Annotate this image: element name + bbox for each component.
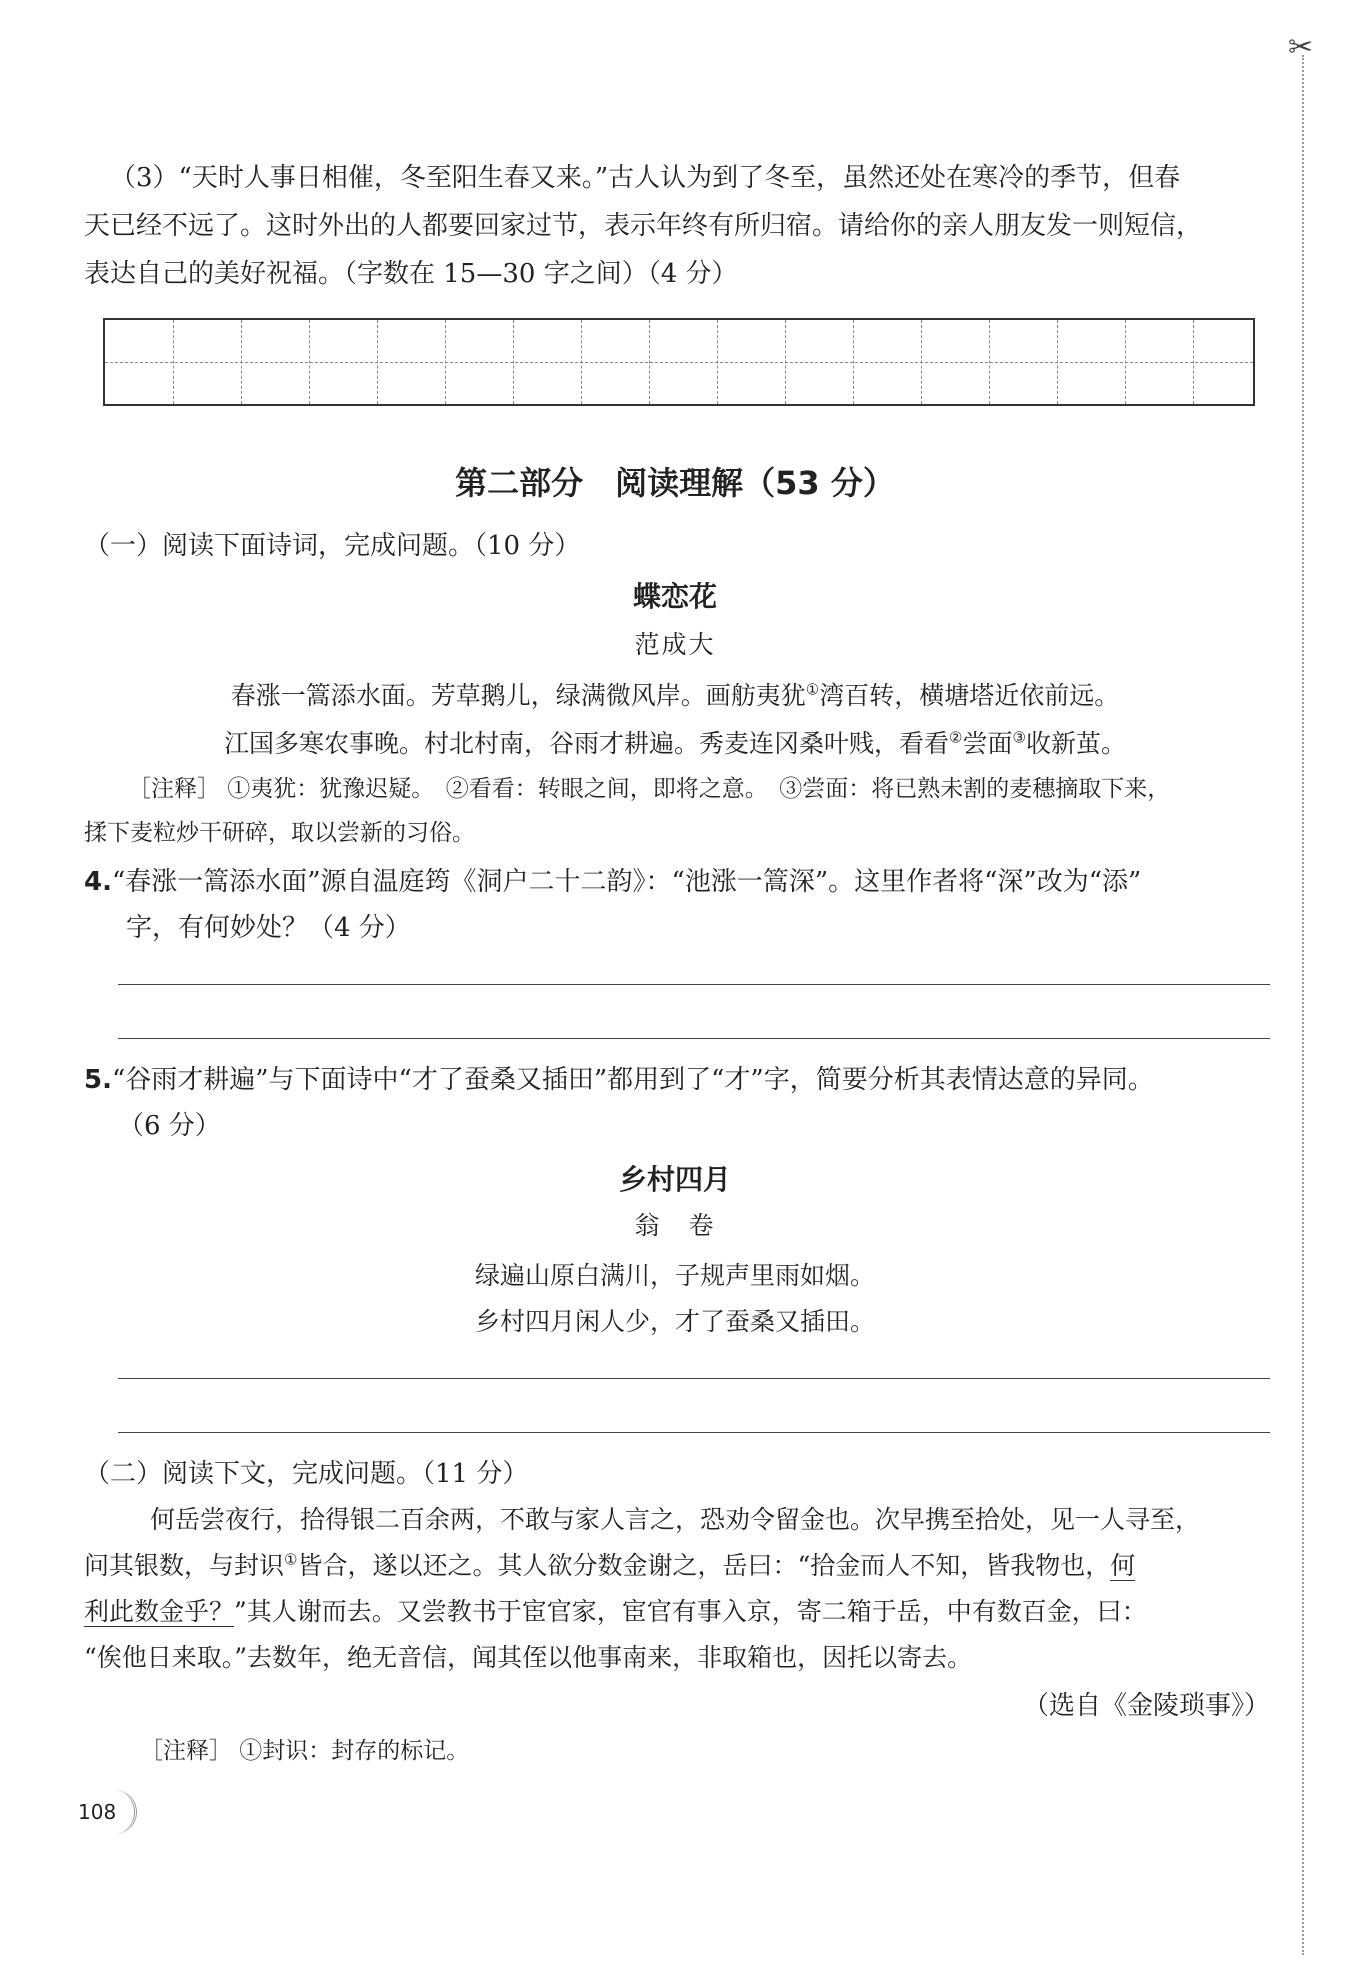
passage-line-1: 何岳尝夜行，拾得银二百余两，不敢与家人言之，恐劝令留金也。次早携至拾处，见一人寻至，	[150, 1505, 1201, 1534]
poem1-line-2a: 江国多寒农事晚。村北村南，谷雨才耕遍。秀麦连冈桑叶贱，看看	[224, 729, 950, 758]
footnote-mark: ①	[805, 680, 820, 699]
q3-line-3: 表达自己的美好祝福。（字数在 15—30 字之间）（4 分）	[84, 259, 738, 289]
passage-source: （选自《金陵琐事》）	[1022, 1691, 1270, 1721]
answer-grid[interactable]	[103, 318, 1255, 406]
grid-col	[241, 320, 242, 404]
answer-line[interactable]	[118, 1432, 1270, 1433]
section-title: 第二部分 阅读理解（53 分）	[455, 464, 895, 502]
grid-col	[377, 320, 378, 404]
grid-col	[173, 320, 174, 404]
grid-col	[513, 320, 514, 404]
grid-col	[785, 320, 786, 404]
q5-text-1: “谷雨才耕遍”与下面诗中“才了蚕桑又插田”都用到了“才”字，简要分析其表情达意的异同。	[111, 1065, 1154, 1095]
poem1-line-2b: 尝面	[962, 729, 1013, 758]
answer-line[interactable]	[118, 1038, 1270, 1039]
poem2-line-2: 乡村四月闲人少，才了蚕桑又插田。	[474, 1307, 875, 1336]
poem1-title: 蝶恋花	[632, 580, 717, 613]
grid-col	[989, 320, 990, 404]
note1-line-2: 揉下麦粒炒干研碎，取以尝新的习俗。	[84, 820, 475, 846]
part2-heading: （二）阅读下文，完成问题。（11 分）	[84, 1459, 529, 1489]
grid-col	[581, 320, 582, 404]
passage-line-2b: 皆合，遂以还之。其人欲分数金谢之，岳曰：“拾金而人不知，皆我物也，	[297, 1551, 1111, 1580]
q4-line-1	[84, 862, 1284, 902]
poem1-line-1	[0, 676, 1350, 712]
grid-col	[445, 320, 446, 404]
cut-line	[1302, 55, 1304, 1955]
passage-line-2	[84, 1546, 1294, 1586]
q3-line-1: （3）“天时人事日相催，冬至阳生春又来。”古人认为到了冬至，虽然还处在寒冷的季节，但春	[110, 163, 1181, 193]
grid-col	[921, 320, 922, 404]
q3-line-2: 天已经不远了。这时外出的人都要回家过节，表示年终有所归宿。请给你的亲人朋友发一则短信，	[84, 211, 1203, 241]
scissors-icon: ✂	[1288, 30, 1314, 65]
underlined-text: 利此数金乎？	[84, 1597, 235, 1626]
note1-line-1: ［注释］ ①夷犹：犹豫迟疑。 ②看看：转眼之间，即将之意。 ③尝面：将已熟未割的麦穗摘取下来，	[128, 776, 1171, 802]
grid-col	[649, 320, 650, 404]
q5-line-2: （6 分）	[118, 1111, 221, 1141]
q5-number: 5.	[84, 1065, 112, 1095]
poem1-line-1a: 春涨一篙添水面。芳草鹅儿，绿满微风岸。画舫夷犹	[230, 681, 806, 710]
q4-number: 4.	[84, 867, 112, 897]
page-number: 108	[78, 1800, 117, 1824]
grid-col	[1057, 320, 1058, 404]
part1-heading: （一）阅读下面诗词，完成问题。（10 分）	[84, 531, 581, 561]
grid-col	[853, 320, 854, 404]
underlined-text: 何	[1110, 1551, 1136, 1580]
poem1-line-2	[0, 724, 1350, 760]
passage-line-3	[84, 1592, 1294, 1632]
q4-text-1: “春涨一篙添水面”源自温庭筠《洞户二十二韵》：“池涨一篙深”。这里作者将“深”改为“添”	[111, 867, 1142, 897]
note2-line-1: ［注释］ ①封识：封存的标记。	[140, 1738, 470, 1764]
poem2-author: 翁 卷	[634, 1211, 716, 1240]
grid-col	[1193, 320, 1194, 404]
q5-line-1	[84, 1060, 1294, 1100]
poem1-line-1b: 湾百转，横塘塔近依前远。	[819, 681, 1120, 710]
poem2-title: 乡村四月	[618, 1163, 731, 1196]
grid-col	[309, 320, 310, 404]
answer-line[interactable]	[118, 1378, 1270, 1379]
passage-line-4: “俟他日来取。”去数年，绝无音信，闻其侄以他事南来，非取箱也，因托以寄去。	[84, 1643, 973, 1672]
poem1-author: 范成大	[634, 630, 716, 659]
grid-col	[1125, 320, 1126, 404]
passage-line-2a: 问其银数，与封识	[84, 1551, 285, 1580]
poem2-line-1: 绿遍山原白满川，子规声里雨如烟。	[474, 1261, 875, 1290]
grid-col	[717, 320, 718, 404]
poem1-line-2c: 收新茧。	[1025, 729, 1126, 758]
footnote-mark: ②	[949, 728, 963, 747]
footnote-mark: ①	[284, 1550, 298, 1569]
footnote-mark: ③	[1012, 728, 1026, 747]
grid-midline	[105, 362, 1253, 363]
passage-line-3b: ”其人谢而去。又尝教书于宦官家，宦官有事入京，寄二箱于岳，中有数百金，曰：	[234, 1597, 1147, 1626]
answer-line[interactable]	[118, 984, 1270, 985]
q4-line-2: 字，有何妙处？（4 分）	[126, 913, 411, 943]
